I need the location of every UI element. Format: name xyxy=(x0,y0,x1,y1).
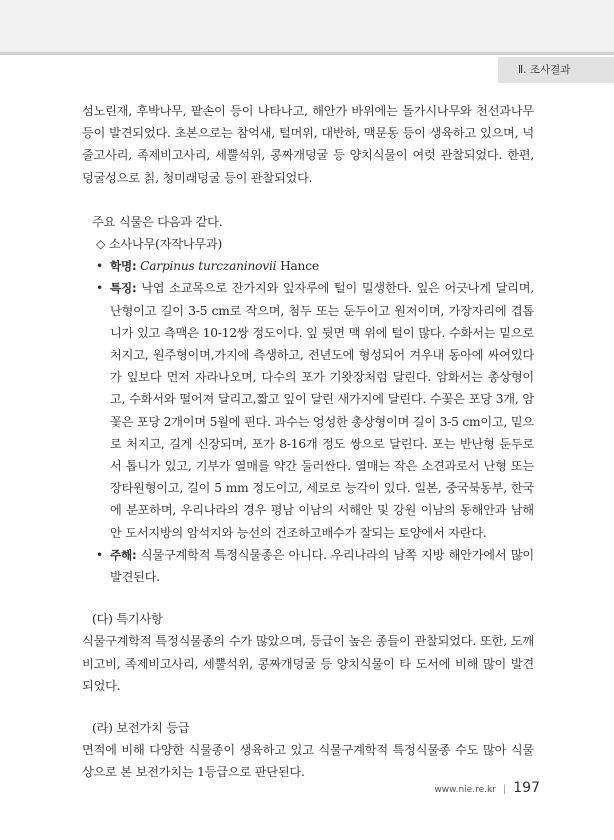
page-content xyxy=(82,100,534,784)
feature-label: 특징: xyxy=(110,281,137,296)
note-label: 주해: xyxy=(110,547,137,562)
bullet-icon: • xyxy=(96,281,104,296)
header-band xyxy=(0,0,614,52)
intro-paragraph: 섬노린재, 후박나무, 팥손이 등이 나타나고, 해안가 바위에는 돌가시나무와 천선과나무 등이 발견되었다. 초본으로는 참억새, 털머위, 대반하, 맥문동 등이 생육하고 있으며, 넉줄고사리, 족제비고사리, 세뿔석위, 콩짜개덩굴 등 양치식물이 여럿 관찰되었다. 한편, 덩굴성으로 칡, 청미래덩굴 등이 관찰되었다. xyxy=(82,104,534,185)
sci-author: Hance xyxy=(280,259,319,274)
plant-heading: ◇ 소사나무(자작나무과) xyxy=(96,237,223,252)
grade-heading: (라) 보전가치 등급 xyxy=(92,721,190,736)
special-heading: (다) 특기사항 xyxy=(92,612,163,627)
note-text: 식물구계학적 특정식물종은 아니다. 우리나라의 남쪽 지방 해안가에서 많이 발견된다. xyxy=(110,547,534,585)
note-row xyxy=(82,544,534,588)
footer-separator: | xyxy=(502,784,507,795)
header-rule xyxy=(0,52,614,55)
feature-row xyxy=(82,277,534,543)
main-plants-line: 주요 식물은 다음과 같다. xyxy=(92,214,223,229)
bullet-icon: • xyxy=(96,259,104,274)
grade-paragraph: 면적에 비해 다양한 식물종이 생육하고 있고 식물구계학적 특정식물종 수도 많아 식물상으로 본 보전가치는 1등급으로 판단된다. xyxy=(82,743,534,780)
special-paragraph: 식물구계학적 특정식물종의 수가 많았으며, 등급이 높은 종들이 관찰되었다. 또한, 도깨비고비, 족제비고사리, 세뿔석위, 콩짜개덩굴 등 양치식물이 타 도서에 비해 많이 발견되었다. xyxy=(82,634,534,693)
page-number: 197 xyxy=(513,780,540,796)
bullet-icon: • xyxy=(96,547,104,562)
page-footer xyxy=(434,780,540,796)
site-url: www.nie.re.kr xyxy=(434,785,496,795)
sci-name: Carpinus turczaninovii xyxy=(140,259,277,274)
sci-label: 학명: xyxy=(110,259,137,274)
section-tab: Ⅱ. 조사결과 xyxy=(498,57,614,83)
sci-name-row xyxy=(82,255,534,277)
feature-text: 낙엽 소교목으로 잔가지와 잎자루에 털이 밀생한다. 잎은 어긋나게 달리며, 난형이고 길이 3-5 cm로 작으며, 첨두 또는 둔두이고 원저이며, 가장자리에 겹톱니가 있고 측맥은 10-12쌍 정도이다. 잎 뒷면 맥 위에 털이 많다. 수화서는 밑으로 처지고, 원주형이며,가지에 측생하고, 전년도에 형성되어 겨우내 동아에 싸여있다가 잎보다 먼저 자라나오며, 다수의 포가 기왓장처럼 달린다. 암화서는 총상형이고, 수화서와 떨어져 달리고,짧고 잎이 달린 새가지에 달린다. 수꽃은 포당 3개, 암꽃은 포당 2개이며 5월에 핀다. 과수는 엉성한 총상형이며 길이 3-5 cm이고, 밑으로 처지고, 길게 신장되며, 포가 8-16개 정도 쌍으로 달린다. 포는 반난형 둔두로서 톱니가 있고, 기부가 열매를 약간 둘러싼다. 열매는 작은 소견과로서 난형 또는 장타원형이고, 길이 5 mm 정도이고, 세로로 능각이 있다. 일본, 중국북동부, 한국에 분포하며, 우리나라의 경우 평남 이남의 서해안 및 강원 이남의 동해안과 남해안 도서지방의 암석지와 능선의 건조하고배수가 잘되는 토양에서 자란다. xyxy=(110,281,534,540)
